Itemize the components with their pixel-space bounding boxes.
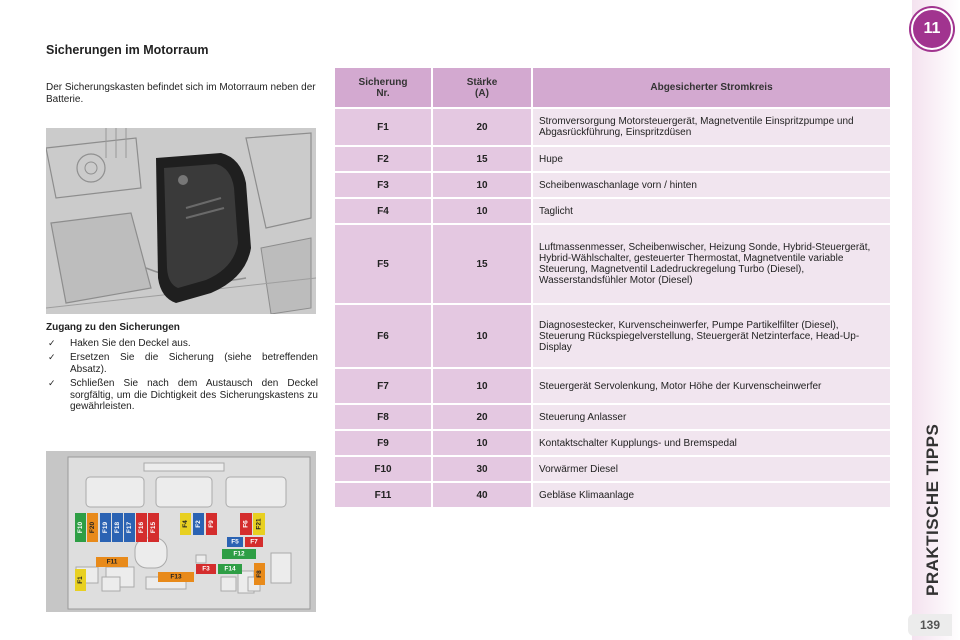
fuse-f18 [112, 513, 123, 542]
fuse-label: F18 [114, 521, 121, 534]
fuse-label: F17 [126, 521, 133, 534]
fuse-f6 [240, 513, 252, 535]
fuse-label: F5 [231, 538, 239, 546]
fuse-rating-cell: 30 [433, 457, 531, 481]
chapter-number-badge: 11 [911, 8, 953, 50]
table-row [335, 147, 890, 171]
circuit-cell: Stromversorgung Motorsteuergerät, Magnetventile Einspritzpumpe und Abgasrückführung, Einspritzdüsen [533, 109, 890, 145]
fuse-label: F3 [202, 565, 210, 573]
fuse-label: F8 [256, 570, 263, 578]
table-row [335, 109, 890, 145]
fuse-rating-cell: 10 [433, 173, 531, 197]
fuse-rating-cell: 15 [433, 147, 531, 171]
circuit-cell: Hupe [533, 147, 890, 171]
access-step [46, 352, 318, 375]
circuit-cell: Gebläse Klimaanlage [533, 483, 890, 507]
table-row [335, 483, 890, 507]
fuse-number-cell: F3 [335, 173, 431, 197]
page-number: 139 [908, 614, 952, 636]
fuse-f21 [253, 513, 265, 535]
circuit-cell: Luftmassenmesser, Scheibenwischer, Heizung Sonde, Hybrid-Steuergerät, Hybrid-Wählschalter, gesteuerter Thermostat, Magnetventile variable Steuerung, Magnetventil Ladedruckregelung Turbo (Diesel), Wasserstandsfühler Motor (Diesel) [533, 225, 890, 303]
fuse-number-cell: F2 [335, 147, 431, 171]
access-step [46, 378, 318, 413]
access-steps [46, 338, 318, 413]
fuse-f15 [148, 513, 159, 542]
fuse-label: F19 [102, 521, 109, 534]
access-step-text: Ersetzen Sie die Sicherung (siehe betreffenden Absatz). [70, 352, 318, 375]
fuse-number-cell: F7 [335, 369, 431, 403]
fuse-table [333, 66, 892, 509]
circuit-cell: Steuergerät Servolenkung, Motor Höhe der Kurvenscheinwerfer [533, 369, 890, 403]
table-row [335, 305, 890, 367]
fuse-number-cell: F6 [335, 305, 431, 367]
fuse-f16 [136, 513, 147, 542]
fuse-f5 [227, 537, 243, 547]
intro-text: Der Sicherungskasten befindet sich im Motorraum neben der Batterie. [46, 82, 316, 105]
fuse-rating-cell: 40 [433, 483, 531, 507]
checkmark-icon: ✓ [48, 378, 56, 388]
table-row [335, 225, 890, 303]
fuse-rating-cell: 20 [433, 109, 531, 145]
fuse-f20 [87, 513, 98, 542]
fuse-f3 [196, 564, 216, 574]
header-fuse-number: Sicherung Nr. [335, 68, 431, 107]
circuit-cell: Taglicht [533, 199, 890, 223]
circuit-cell: Diagnosestecker, Kurvenscheinwerfer, Pumpe Partikelfilter (Diesel), Steuerung Rückspiegelverstellung, Steuergerät Netzinterface, Head-Up-Display [533, 305, 890, 367]
fuse-number-cell: F5 [335, 225, 431, 303]
fuse-f7 [245, 537, 263, 547]
fuse-label: F1 [77, 576, 84, 584]
fuse-number-cell: F8 [335, 405, 431, 429]
access-step [46, 338, 318, 350]
access-step-text: Schließen Sie nach dem Austausch den Deckel sorgfältig, um die Dichtigkeit des Sicherungskastens zu gewährleisten. [70, 378, 318, 412]
engine-compartment-image [46, 128, 316, 314]
table-row [335, 457, 890, 481]
fuse-label: F16 [138, 521, 145, 534]
header-rating: Stärke (A) [433, 68, 531, 107]
circuit-cell: Steuerung Anlasser [533, 405, 890, 429]
fuse-rating-cell: 10 [433, 199, 531, 223]
circuit-cell: Vorwärmer Diesel [533, 457, 890, 481]
fuse-f1 [75, 569, 86, 591]
page-title: Sicherungen im Motorraum [46, 43, 209, 57]
fuse-f13 [158, 572, 194, 582]
fuse-f17 [124, 513, 135, 542]
fuse-f4 [180, 513, 191, 535]
fuse-f12 [222, 549, 256, 559]
fuse-label: F15 [150, 521, 157, 534]
fuse-label: F20 [89, 521, 96, 534]
table-row [335, 405, 890, 429]
fuse-number-cell: F10 [335, 457, 431, 481]
fuse-label: F10 [77, 521, 84, 534]
fuse-f10 [75, 513, 86, 542]
access-step-text: Haken Sie den Deckel aus. [70, 337, 191, 349]
fuse-rating-cell: 10 [433, 305, 531, 367]
table-row [335, 431, 890, 455]
fuse-label: F21 [255, 518, 263, 530]
fuse-f19 [100, 513, 111, 542]
checkmark-icon: ✓ [48, 337, 56, 348]
circuit-cell: Kontaktschalter Kupplungs- und Bremspedal [533, 431, 890, 455]
fuse-rating-cell: 10 [433, 431, 531, 455]
fuse-f9 [206, 513, 217, 535]
fuse-box-diagram [46, 451, 316, 612]
fuse-f8 [254, 563, 265, 585]
header-circuit: Abgesicherter Stromkreis [533, 68, 890, 107]
table-row [335, 199, 890, 223]
fuse-label: F14 [224, 565, 236, 573]
fuse-label: F13 [170, 573, 182, 581]
fuse-label: F12 [233, 550, 245, 558]
fuse-rating-cell: 20 [433, 405, 531, 429]
table-row [335, 369, 890, 403]
fuse-label: F2 [195, 520, 202, 528]
fuse-f11 [96, 557, 128, 567]
fuse-f14 [218, 564, 242, 574]
chapter-side-title: PRAKTISCHE TIPPS [923, 423, 942, 596]
fuse-label: F9 [208, 520, 215, 528]
access-section [46, 322, 318, 416]
fuse-number-cell: F4 [335, 199, 431, 223]
fuse-f2 [193, 513, 204, 535]
fuse-label: F7 [250, 538, 258, 546]
fuse-number-cell: F9 [335, 431, 431, 455]
fuse-label: F6 [242, 520, 250, 528]
table-row [335, 173, 890, 197]
fuse-number-cell: F1 [335, 109, 431, 145]
fuse-label: F11 [106, 558, 118, 566]
access-heading: Zugang zu den Sicherungen [46, 322, 180, 333]
fuse-number-cell: F11 [335, 483, 431, 507]
checkmark-icon: ✓ [48, 352, 56, 362]
fuse-rating-cell: 10 [433, 369, 531, 403]
circuit-cell: Scheibenwaschanlage vorn / hinten [533, 173, 890, 197]
table-header-row [335, 68, 890, 107]
fuse-rating-cell: 15 [433, 225, 531, 303]
fuse-label: F4 [182, 520, 189, 528]
